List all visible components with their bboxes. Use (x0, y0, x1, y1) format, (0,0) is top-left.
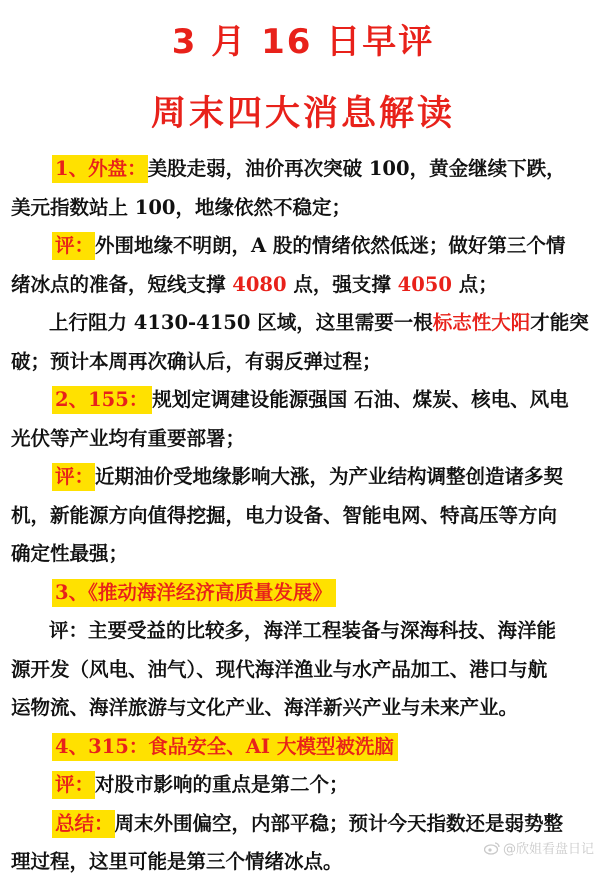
section1-label: 1、外盘： (52, 155, 148, 183)
section2-line2: 光伏等产业均有重要部署； (11, 426, 246, 450)
comment1-line4: 破；预计本周再次确认后，有弱反弹过程； (11, 349, 382, 373)
comment2-text1: 近期油价受地缘影响大涨，为产业结构调整创造诸多契 (95, 465, 564, 488)
section3-line2: 评：主要受益的比较多，海洋工程装备与深海科技、海洋能 (49, 619, 557, 642)
comment1-line2 (0, 266, 606, 305)
comment1-text3a: 上行阻力 4130-4150 区域，这里需要一根 (49, 311, 433, 334)
article-body (0, 150, 606, 882)
summary-line2: 理过程，这里可能是第三个情绪冰点。 (11, 850, 343, 873)
section3-line3: 源开发（风电、油气）、现代海洋渔业与水产品加工、港口与航 (11, 657, 548, 681)
support-level-1: 4080 (232, 272, 287, 296)
section2-text1: 规划定调建设能源强国 石油、煤炭、核电、风电 (152, 388, 569, 411)
section3-line1 (0, 574, 606, 613)
weibo-icon (484, 841, 500, 855)
summary-label: 总结： (52, 810, 115, 838)
comment2-label: 评： (52, 463, 95, 491)
comment1-text2c: 点； (451, 272, 498, 296)
page-title: 3 月 16 日早评 (171, 22, 435, 62)
comment1-text2b: 点，强支撑 (286, 272, 398, 296)
section1-line1 (0, 150, 606, 189)
summary-text1: 周末外围偏空，内部平稳；预计今天指数还是弱势整 (114, 811, 564, 835)
section1-text1: 美股走弱，油价再次突破 100，黄金继续下跌， (147, 157, 566, 180)
support-level-2: 4050 (397, 272, 452, 296)
section2-line1 (0, 381, 606, 420)
comment2-line3: 确定性最强； (11, 542, 129, 565)
comment1-label: 评： (52, 232, 95, 260)
comment4-label: 评： (52, 771, 95, 799)
page-subtitle: 周末四大消息解读 (150, 94, 455, 134)
comment2-line2: 机，新能源方向值得挖掘，电力设备、智能电网、特高压等方向 (11, 503, 558, 527)
section4-label: 4、315：食品安全、AI 大模型被洗脑 (52, 733, 398, 761)
key-phrase-big-yang: 标志性大阳 (432, 311, 531, 334)
comment1-text2a: 绪冰点的准备，短线支撑 (11, 272, 233, 296)
comment1-text1: 外围地缘不明朗，A 股的情绪依然低迷；做好第三个情 (95, 234, 566, 257)
section4-line1 (0, 728, 606, 767)
section3-line4: 运物流、海洋旅游与文化产业、海洋新兴产业与未来产业。 (11, 696, 519, 719)
comment1-line1 (0, 227, 606, 266)
section1-line2: 美元指数站上 100，地缘依然不稳定； (11, 195, 351, 219)
comment2-line1 (0, 458, 606, 497)
section3-label: 3、《推动海洋经济高质量发展》 (52, 579, 336, 607)
comment1-text3b: 才能突 (530, 311, 589, 334)
comment4-line1 (0, 766, 606, 805)
watermark-text: @欣姐看盘日记 (502, 842, 594, 857)
comment1-line3 (0, 304, 606, 343)
watermark (484, 838, 594, 857)
comment4-text1: 对股市影响的重点是第二个； (95, 773, 349, 796)
section2-label: 2、155： (52, 386, 152, 414)
